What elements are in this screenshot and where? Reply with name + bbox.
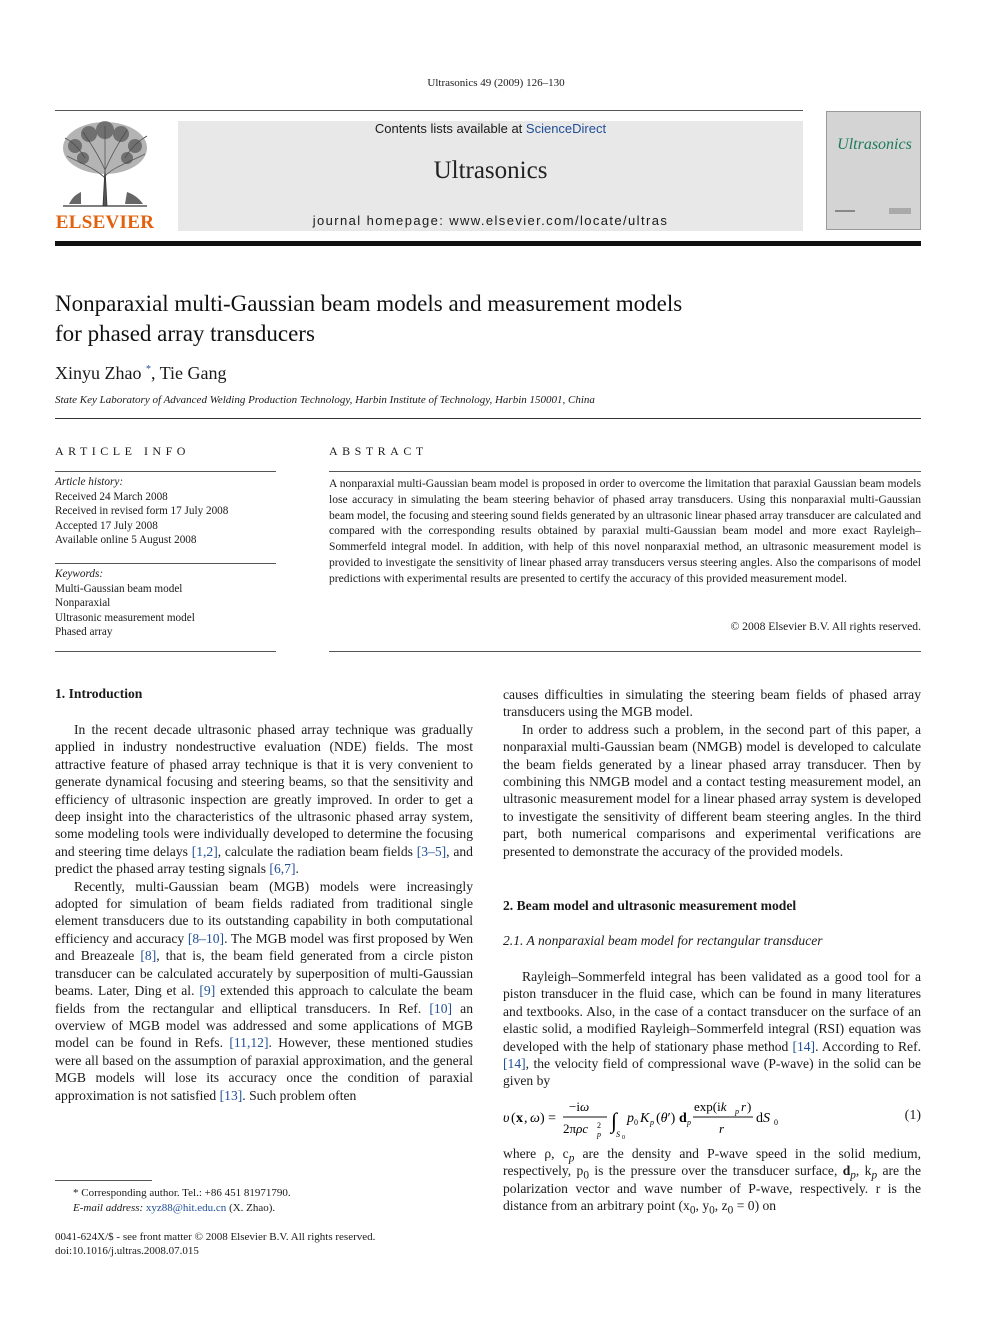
svg-text:υ: υ bbox=[503, 1111, 510, 1126]
vector-symbol: d bbox=[842, 1163, 851, 1179]
keywords bbox=[55, 567, 195, 640]
equation-formula bbox=[503, 1096, 883, 1140]
paragraph bbox=[55, 721, 473, 878]
subscript: 0 bbox=[689, 1204, 696, 1217]
svg-text:S: S bbox=[616, 1130, 620, 1139]
keyword-item: Nonparaxial bbox=[55, 597, 111, 609]
divider bbox=[329, 651, 921, 652]
body-column-right bbox=[503, 1145, 921, 1215]
subscript: 0 bbox=[583, 1170, 589, 1183]
svg-text:−iω: −iω bbox=[569, 1099, 590, 1114]
elsevier-logo[interactable] bbox=[55, 118, 155, 236]
svg-text:∫: ∫ bbox=[611, 1108, 618, 1133]
paragraph bbox=[503, 968, 921, 1090]
citation-link[interactable]: [6,7] bbox=[269, 861, 296, 877]
journal-cover-image[interactable] bbox=[826, 111, 921, 230]
citation-link[interactable]: [13] bbox=[219, 1087, 243, 1103]
author-name[interactable]: Xinyu Zhao bbox=[55, 363, 142, 383]
divider bbox=[55, 563, 276, 564]
svg-text:2: 2 bbox=[597, 1121, 601, 1130]
keywords-label: Keywords: bbox=[55, 568, 104, 580]
paper-title-line: for phased array transducers bbox=[55, 321, 315, 346]
svg-text:p: p bbox=[627, 1111, 634, 1126]
text-run: , the velocity field of compressional wave (P-wave) in the solid can be given by bbox=[503, 1056, 921, 1089]
svg-text:d: d bbox=[679, 1111, 687, 1126]
svg-text:p: p bbox=[597, 1130, 601, 1139]
header-rule bbox=[55, 110, 803, 111]
text-run: , that is, the beam field generated from a circle piston transducer can be calculated accurately by superposition of multi-Gaussian beams. Later, Ding et al. bbox=[55, 948, 473, 999]
text-run: . Such problem often bbox=[242, 1087, 357, 1103]
text-run: extended this approach to calculate the beam fields from the rectangular and elliptical transducers. In Ref. bbox=[55, 983, 473, 1016]
running-header: Ultrasonics 49 (2009) 126–130 bbox=[427, 77, 565, 89]
text-run: are the polarization vector and wave number of P-wave, respectively. r is the distance from an arbitrary point (x bbox=[503, 1163, 922, 1214]
email-link[interactable]: xyz88@hit.edu.cn bbox=[145, 1201, 227, 1214]
subscript: p bbox=[568, 1152, 575, 1165]
author-name[interactable]: Tie Gang bbox=[159, 363, 227, 383]
svg-text:dS: dS bbox=[756, 1111, 770, 1126]
citation-link[interactable]: [3–5] bbox=[416, 843, 447, 859]
body-column-right bbox=[503, 968, 921, 1090]
text-run: , calculate the radiation beam fields bbox=[217, 843, 417, 859]
footnote-rule bbox=[55, 1180, 152, 1181]
issn-line: 0041-624X/$ - see front matter © 2008 Elsevier B.V. All rights reserved. bbox=[55, 1231, 376, 1243]
text-run: . The MGB model was first proposed by Wen and Breazeale bbox=[55, 930, 474, 964]
journal-masthead bbox=[178, 121, 803, 231]
cover-decoration-icon bbox=[827, 112, 920, 229]
text-run: . However, these mentioned studies were all based on the assumption of paraxial approximation, and the general MGB models will lose its accuracy once the condition of paraxial approximation is not satisfied bbox=[55, 1035, 474, 1103]
subscript: p bbox=[850, 1170, 856, 1183]
journal-homepage-link[interactable]: journal homepage: www.elsevier.com/locate/ultras bbox=[312, 213, 669, 228]
author-separator: , bbox=[150, 363, 160, 383]
citation-link[interactable]: [10] bbox=[429, 1000, 453, 1016]
svg-text:(θ′): (θ′) bbox=[656, 1111, 676, 1126]
tree-of-knowledge-icon bbox=[55, 118, 155, 210]
divider bbox=[55, 651, 276, 652]
text-run: Recently, multi-Gaussian beam (MGB) models were increasingly adopted for simulation of beam fields radiated from traditional single element transducers due to its outstanding capability in both computational efficiency and accuracy bbox=[55, 878, 473, 946]
citation-link[interactable]: [11,12] bbox=[229, 1035, 269, 1051]
text-run: , y bbox=[695, 1198, 710, 1214]
corresponding-author-mark[interactable]: * bbox=[145, 364, 151, 375]
divider bbox=[55, 471, 276, 472]
divider bbox=[329, 471, 921, 472]
paper-title bbox=[55, 289, 915, 349]
svg-text:ω: ω bbox=[530, 1111, 540, 1126]
paragraph bbox=[55, 878, 473, 1104]
section-heading: 2. Beam model and ultrasonic measurement model bbox=[503, 898, 797, 913]
equation-number: (1) bbox=[904, 1108, 921, 1123]
citation-link[interactable]: [8] bbox=[140, 948, 157, 964]
elsevier-wordmark: ELSEVIER bbox=[55, 212, 155, 233]
citation-link[interactable]: [1,2] bbox=[191, 843, 218, 859]
citation-link[interactable]: [14] bbox=[503, 1056, 526, 1072]
article-history-label: Article history: bbox=[55, 476, 124, 488]
sciencedirect-link[interactable]: ScienceDirect bbox=[525, 121, 607, 136]
section-heading: 1. Introduction bbox=[55, 686, 143, 701]
text-run: , z bbox=[714, 1198, 728, 1214]
paper-title-line: Nonparaxial multi-Gaussian beam models and measurement models bbox=[55, 291, 683, 316]
keyword-item: Phased array bbox=[55, 626, 113, 638]
equation-1 bbox=[503, 1096, 921, 1140]
text-run: . bbox=[295, 861, 299, 877]
text-run: , k bbox=[855, 1163, 872, 1179]
text-run: In the recent decade ultrasonic phased array technique was gradually applied in industry nondestructive evaluation (NDE) fields. The most attractive feature of phased array technique is that it is very convenient to generate dynamical focusing and steering beams, so that the sensitivity and efficiency of ultrasonic inspection are greatly improved. In order to get a deep insight into the characteristics of the ultrasonic phased array system, some modeling tools were individually developed to determine the focusing and steering time delays bbox=[55, 722, 473, 859]
keyword-item: Ultrasonic measurement model bbox=[55, 611, 195, 624]
text-run: = 0) on bbox=[733, 1198, 777, 1214]
history-item: Accepted 17 July 2008 bbox=[55, 519, 158, 532]
text-run: are the density and P-wave speed in the solid medium, respectively, p bbox=[503, 1146, 921, 1179]
footnotes bbox=[55, 1186, 291, 1215]
article-history bbox=[55, 475, 228, 548]
text-run: Rayleigh–Sommerfeld integral has been validated as a good tool for a piston transducer in the fluid case, which can be found in many literatures and textbooks. Also, in the case of a contact transducer on the surface of an elastic solid, a modified Rayleigh–Sommerfeld integral (RSI) equation was developed with the help of stationary phase method bbox=[503, 969, 921, 1054]
text-run: where ρ, c bbox=[503, 1146, 569, 1161]
citation-link[interactable]: [9] bbox=[199, 983, 216, 999]
email-suffix: (X. Zhao). bbox=[226, 1201, 276, 1214]
paragraph: causes difficulties in simulating the steering beam fields of phased array transducers using the MGB model. bbox=[503, 687, 921, 720]
svg-text:): ) bbox=[747, 1099, 752, 1114]
svg-text:,: , bbox=[524, 1111, 528, 1126]
history-item: Available online 5 August 2008 bbox=[55, 534, 197, 546]
affiliation: State Key Laboratory of Advanced Welding Production Technology, Harbin Institute of Technology, Harbin 150001, China bbox=[55, 394, 595, 406]
body-column-right bbox=[503, 686, 921, 860]
citation-link[interactable]: [8–10] bbox=[187, 930, 225, 946]
subsection-heading: 2.1. A nonparaxial beam model for rectangular transducer bbox=[503, 933, 823, 948]
copyright-notice: © 2008 Elsevier B.V. All rights reserved. bbox=[730, 620, 921, 633]
abstract-heading: ABSTRACT bbox=[329, 444, 428, 458]
email-label: E-mail address: bbox=[73, 1201, 146, 1214]
body-column-left bbox=[55, 721, 473, 1104]
svg-text:exp(ik: exp(ik bbox=[694, 1099, 727, 1114]
email-note bbox=[55, 1201, 291, 1216]
svg-text:(: ( bbox=[511, 1111, 516, 1126]
svg-text:x: x bbox=[516, 1111, 523, 1126]
subscript: 0 bbox=[709, 1204, 715, 1217]
svg-text:p: p bbox=[650, 1118, 654, 1127]
svg-text:) =: ) = bbox=[540, 1111, 557, 1126]
keyword-item: Multi-Gaussian beam model bbox=[55, 582, 183, 595]
text-run: an overview of MGB model was addressed and some applications of MGB model can be found in Refs. bbox=[55, 1000, 473, 1051]
issn-doi bbox=[55, 1230, 375, 1258]
contents-prefix: Contents lists available at bbox=[374, 121, 526, 136]
history-item: Received 24 March 2008 bbox=[55, 490, 168, 503]
svg-text:r: r bbox=[719, 1121, 725, 1136]
svg-text:0: 0 bbox=[774, 1118, 778, 1127]
abstract-text: A nonparaxial multi-Gaussian beam model is proposed in order to overcome the limitation that paraxial Gaussian beam models lose accuracy in simulating the beam steering behavior of phased array transducers. Using this nonparaxial multi-Gaussian beam model, the focusing and steering sound fields generated by an ultrasonic linear phased array transducer are calculated and compared with the corresponding results obtained by paraxial multi-Gaussian beam model and more exact Rayleigh–Sommerfeld integral model. In addition, with help of this novel nonparaxial method, an ultrasonic measurement model is provided to investigate the sensitivity of linear phased array transducers versus steering angles. Also the comparisons of model predictions with experimental results are presented to certify the accuracy of this provided measurement model. bbox=[329, 477, 922, 585]
svg-text:r: r bbox=[741, 1099, 747, 1114]
paragraph: In order to address such a problem, in the second part of this paper, a nonparaxial multi-Gaussian beam (NMGB) model is developed to calculate the beam fields generated by a linear phased array transducer. Then by combining this NMGB model and a contact testing measurement model, an ultrasonic measurement model for a linear phased array system is developed to investigate the sensitivity of different beam steering angles. In the third part, both numerical comparisons and experimental verifications are presented to demonstrate the accuracy of the provided models. bbox=[503, 721, 921, 859]
contents-line bbox=[178, 121, 803, 136]
text-run: , and predict the phased array testing signals bbox=[55, 843, 473, 877]
divider bbox=[55, 418, 921, 419]
history-item: Received in revised form 17 July 2008 bbox=[55, 505, 229, 517]
citation-link[interactable]: [14] bbox=[792, 1038, 816, 1054]
header-rule-thick bbox=[55, 241, 921, 246]
svg-text:p: p bbox=[687, 1118, 691, 1127]
text-run: . According to Ref. bbox=[815, 1038, 921, 1054]
corresponding-author-note: * Corresponding author. Tel.: +86 451 81971790. bbox=[73, 1187, 291, 1199]
subscript: 0 bbox=[727, 1204, 734, 1217]
svg-text:0: 0 bbox=[622, 1135, 625, 1140]
journal-title: Ultrasonics bbox=[433, 157, 548, 184]
doi-link[interactable]: doi:10.1016/j.ultras.2008.07.015 bbox=[55, 1245, 199, 1257]
text-run: is the pressure over the transducer surface, bbox=[589, 1163, 843, 1179]
svg-text:p: p bbox=[735, 1107, 739, 1116]
svg-text:K: K bbox=[640, 1111, 650, 1126]
svg-text:0: 0 bbox=[634, 1118, 638, 1127]
paragraph bbox=[503, 1145, 921, 1215]
cover-title: Ultrasonics bbox=[837, 136, 912, 153]
author-list bbox=[55, 363, 227, 384]
subscript: p bbox=[871, 1170, 878, 1183]
article-info-heading: ARTICLE INFO bbox=[55, 444, 190, 458]
svg-text:2πρc: 2πρc bbox=[563, 1121, 589, 1136]
